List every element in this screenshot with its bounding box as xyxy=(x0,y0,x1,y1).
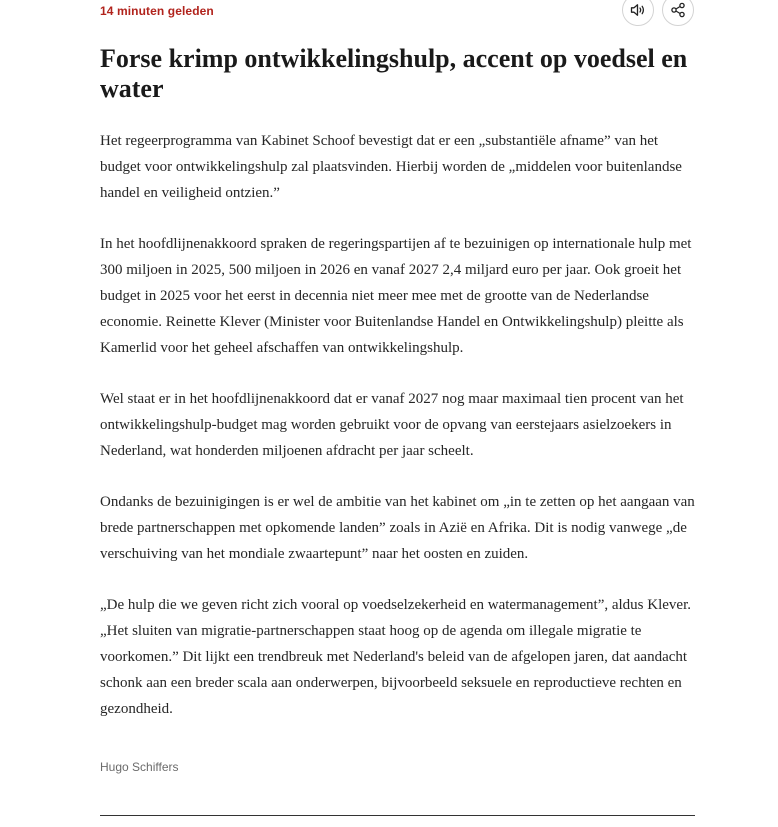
share-icon xyxy=(670,2,686,18)
article-paragraph: Wel staat er in het hoofdlijnenakkoord dat er vanaf 2027 nog maar maximaal tien procent van het ontwikkelingshulp-budget mag worden gebruikt voor de opvang van eerstejaars asielzoekers in Nederland, wat honderden miljoenen afdracht per jaar scheelt. xyxy=(100,391,684,459)
listen-button[interactable] xyxy=(622,0,654,26)
divider xyxy=(100,815,695,816)
timestamp: 14 minuten geleden xyxy=(100,4,214,18)
share-button[interactable] xyxy=(662,0,694,26)
article-paragraph: In het hoofdlijnenakkoord spraken de regeringspartijen af te bezuinigen op internationale hulp met 300 miljoen in 2025, 500 miljoen in 2026 en vanaf 2027 2,4 miljard euro per jaar. Ook groeit het budget in 2025 voor het eerst in decennia niet meer mee met de grootte van de Nederlandse economie. Reinette Klever (Minister voor Buitenlandse Handel en Ontwikkelingshulp) pleitte als Kamerlid voor het geheel afschaffen van ontwikkelingshulp. xyxy=(100,236,692,356)
article-paragraph: Ondanks de bezuinigingen is er wel de ambitie van het kabinet om „in te zetten op het aangaan van brede partnerschappen met opkomende landen” zoals in Azië en Afrika. Dit is nodig vanwege „de verschuiving van het mondiale zwaartepunt” naar het oosten en zuiden. xyxy=(100,494,695,562)
speaker-icon xyxy=(630,3,646,17)
author-name: Hugo Schiffers xyxy=(100,760,179,774)
article-paragraph: Het regeerprogramma van Kabinet Schoof bevestigt dat er een „substantiële afname” van het budget voor ontwikkelingshulp zal plaatsvinden. Hierbij worden de „middelen voor buitenlandse handel en veiligheid ontzien.” xyxy=(100,133,682,201)
article-paragraph: „De hulp die we geven richt zich vooral op voedselzekerheid en watermanagement”, aldus Klever. „Het sluiten van migratie-partnerschappen staat hoog op de agenda om illegale migratie te voorkomen.” Dit lijkt een trendbreuk met Nederland's beleid van de afgelopen jaren, dat aandacht schonk aan een breder scala aan onderwerpen, bijvoorbeeld seksuele en reproductieve rechten en gezondheid. xyxy=(100,597,692,717)
article-body xyxy=(100,128,698,747)
article-headline: Forse krimp ontwikkelingshulp, accent op voedsel en water xyxy=(100,44,688,103)
